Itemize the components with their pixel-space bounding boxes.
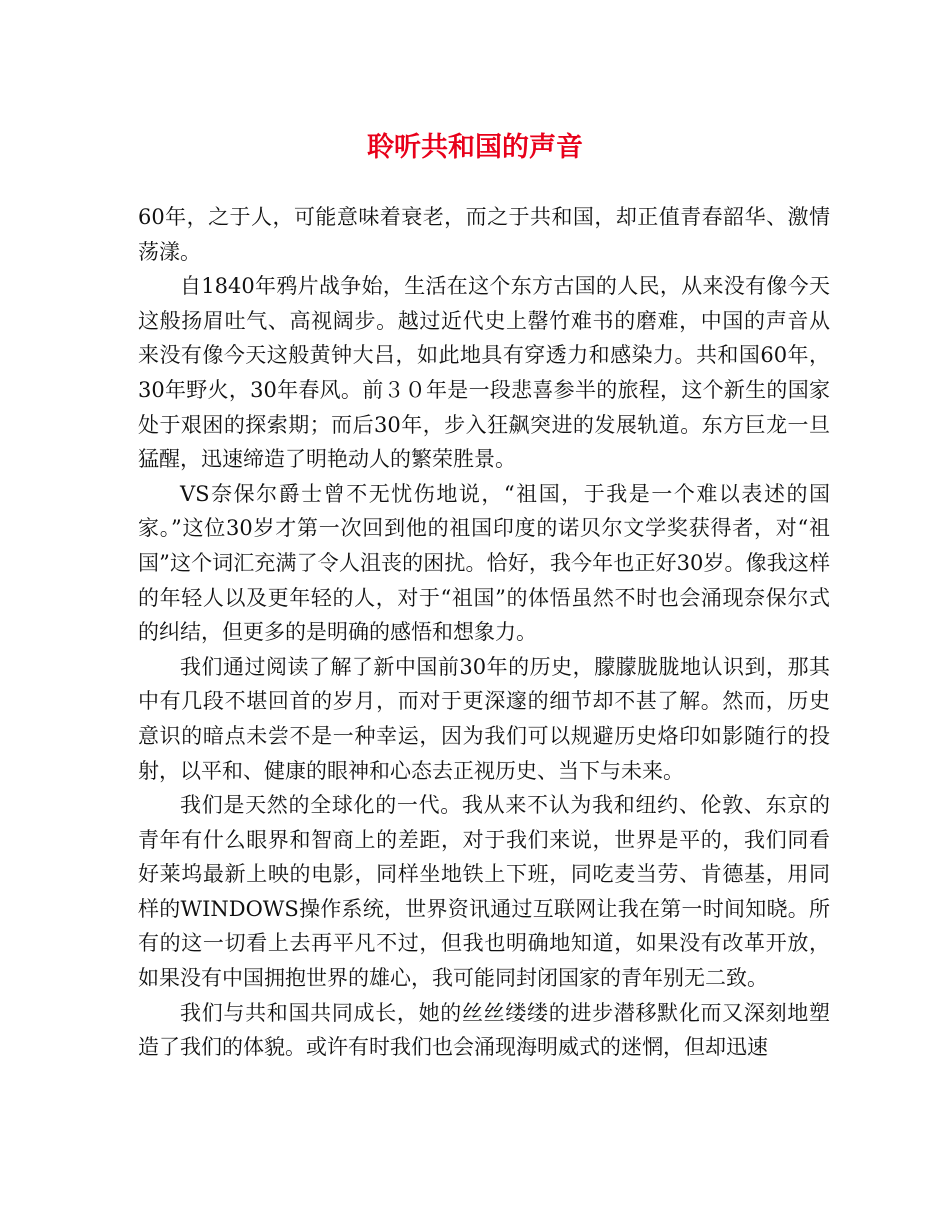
paragraph-4: 我们通过阅读了解了新中国前30年的历史，朦朦胧胧地认识到，那其中有几段不堪回首的岁月，而对于更深邃的细节却不甚了解。然而，历史意识的暗点未尝不是一种幸运，因为我们可以规避历史烙印如影随行的投射，以平和、健康的眼神和心态去正视历史、当下与未来。 xyxy=(138,654,830,783)
document-title: 聆听共和国的声音 xyxy=(367,132,583,163)
paragraph-6: 我们与共和国共同成长，她的丝丝缕缕的进步潜移默化而又深刻地塑造了我们的体貌。或许有时我们也会涌现海明威式的迷惘，但却迅速 xyxy=(138,1000,830,1060)
paragraph-1: 60年，之于人，可能意味着衰老，而之于共和国，却正值青春韶华、激情荡漾。 xyxy=(138,205,830,264)
paragraph-3: VS奈保尔爵士曾不无忧伤地说，“祖国，于我是一个难以表述的国家。”这位30岁才第一次回到他的祖国印度的诺贝尔文学奖获得者，对“祖国”这个词汇充满了令人沮丧的困扰。恰好，我今年也正好30岁。像我这样的年轻人以及更年轻的人，对于“祖国”的体悟虽然不时也会涌现奈保尔式的纠结，但更多的是明确的感悟和想象力。 xyxy=(138,481,830,645)
document-body xyxy=(138,200,830,1065)
paragraph-2: 自1840年鸦片战争始，生活在这个东方古国的人民，从来没有像今天这般扬眉吐气、高视阔步。越过近代史上罄竹难书的磨难，中国的声音从来没有像今天这般黄钟大吕，如此地具有穿透力和感染力。共和国60年，30年野火，30年春风。前３０年是一段悲喜参半的旅程，这个新生的国家处于艰困的探索期；而后30年，步入狂飙突进的发展轨道。东方巨龙一旦猛醒，迅速缔造了明艳动人的繁荣胜景。 xyxy=(138,274,830,472)
paragraph-5: 我们是天然的全球化的一代。我从来不认为我和纽约、伦敦、东京的青年有什么眼界和智商上的差距，对于我们来说，世界是平的，我们同看好莱坞最新上映的电影，同样坐地铁上下班，同吃麦当劳、肯德基，用同样的WINDOWS操作系统，世界资讯通过互联网让我在第一时间知晓。所有的这一切看上去再平凡不过，但我也明确地知道，如果没有改革开放，如果没有中国拥抱世界的雄心，我可能同封闭国家的青年别无二致。 xyxy=(138,793,830,991)
